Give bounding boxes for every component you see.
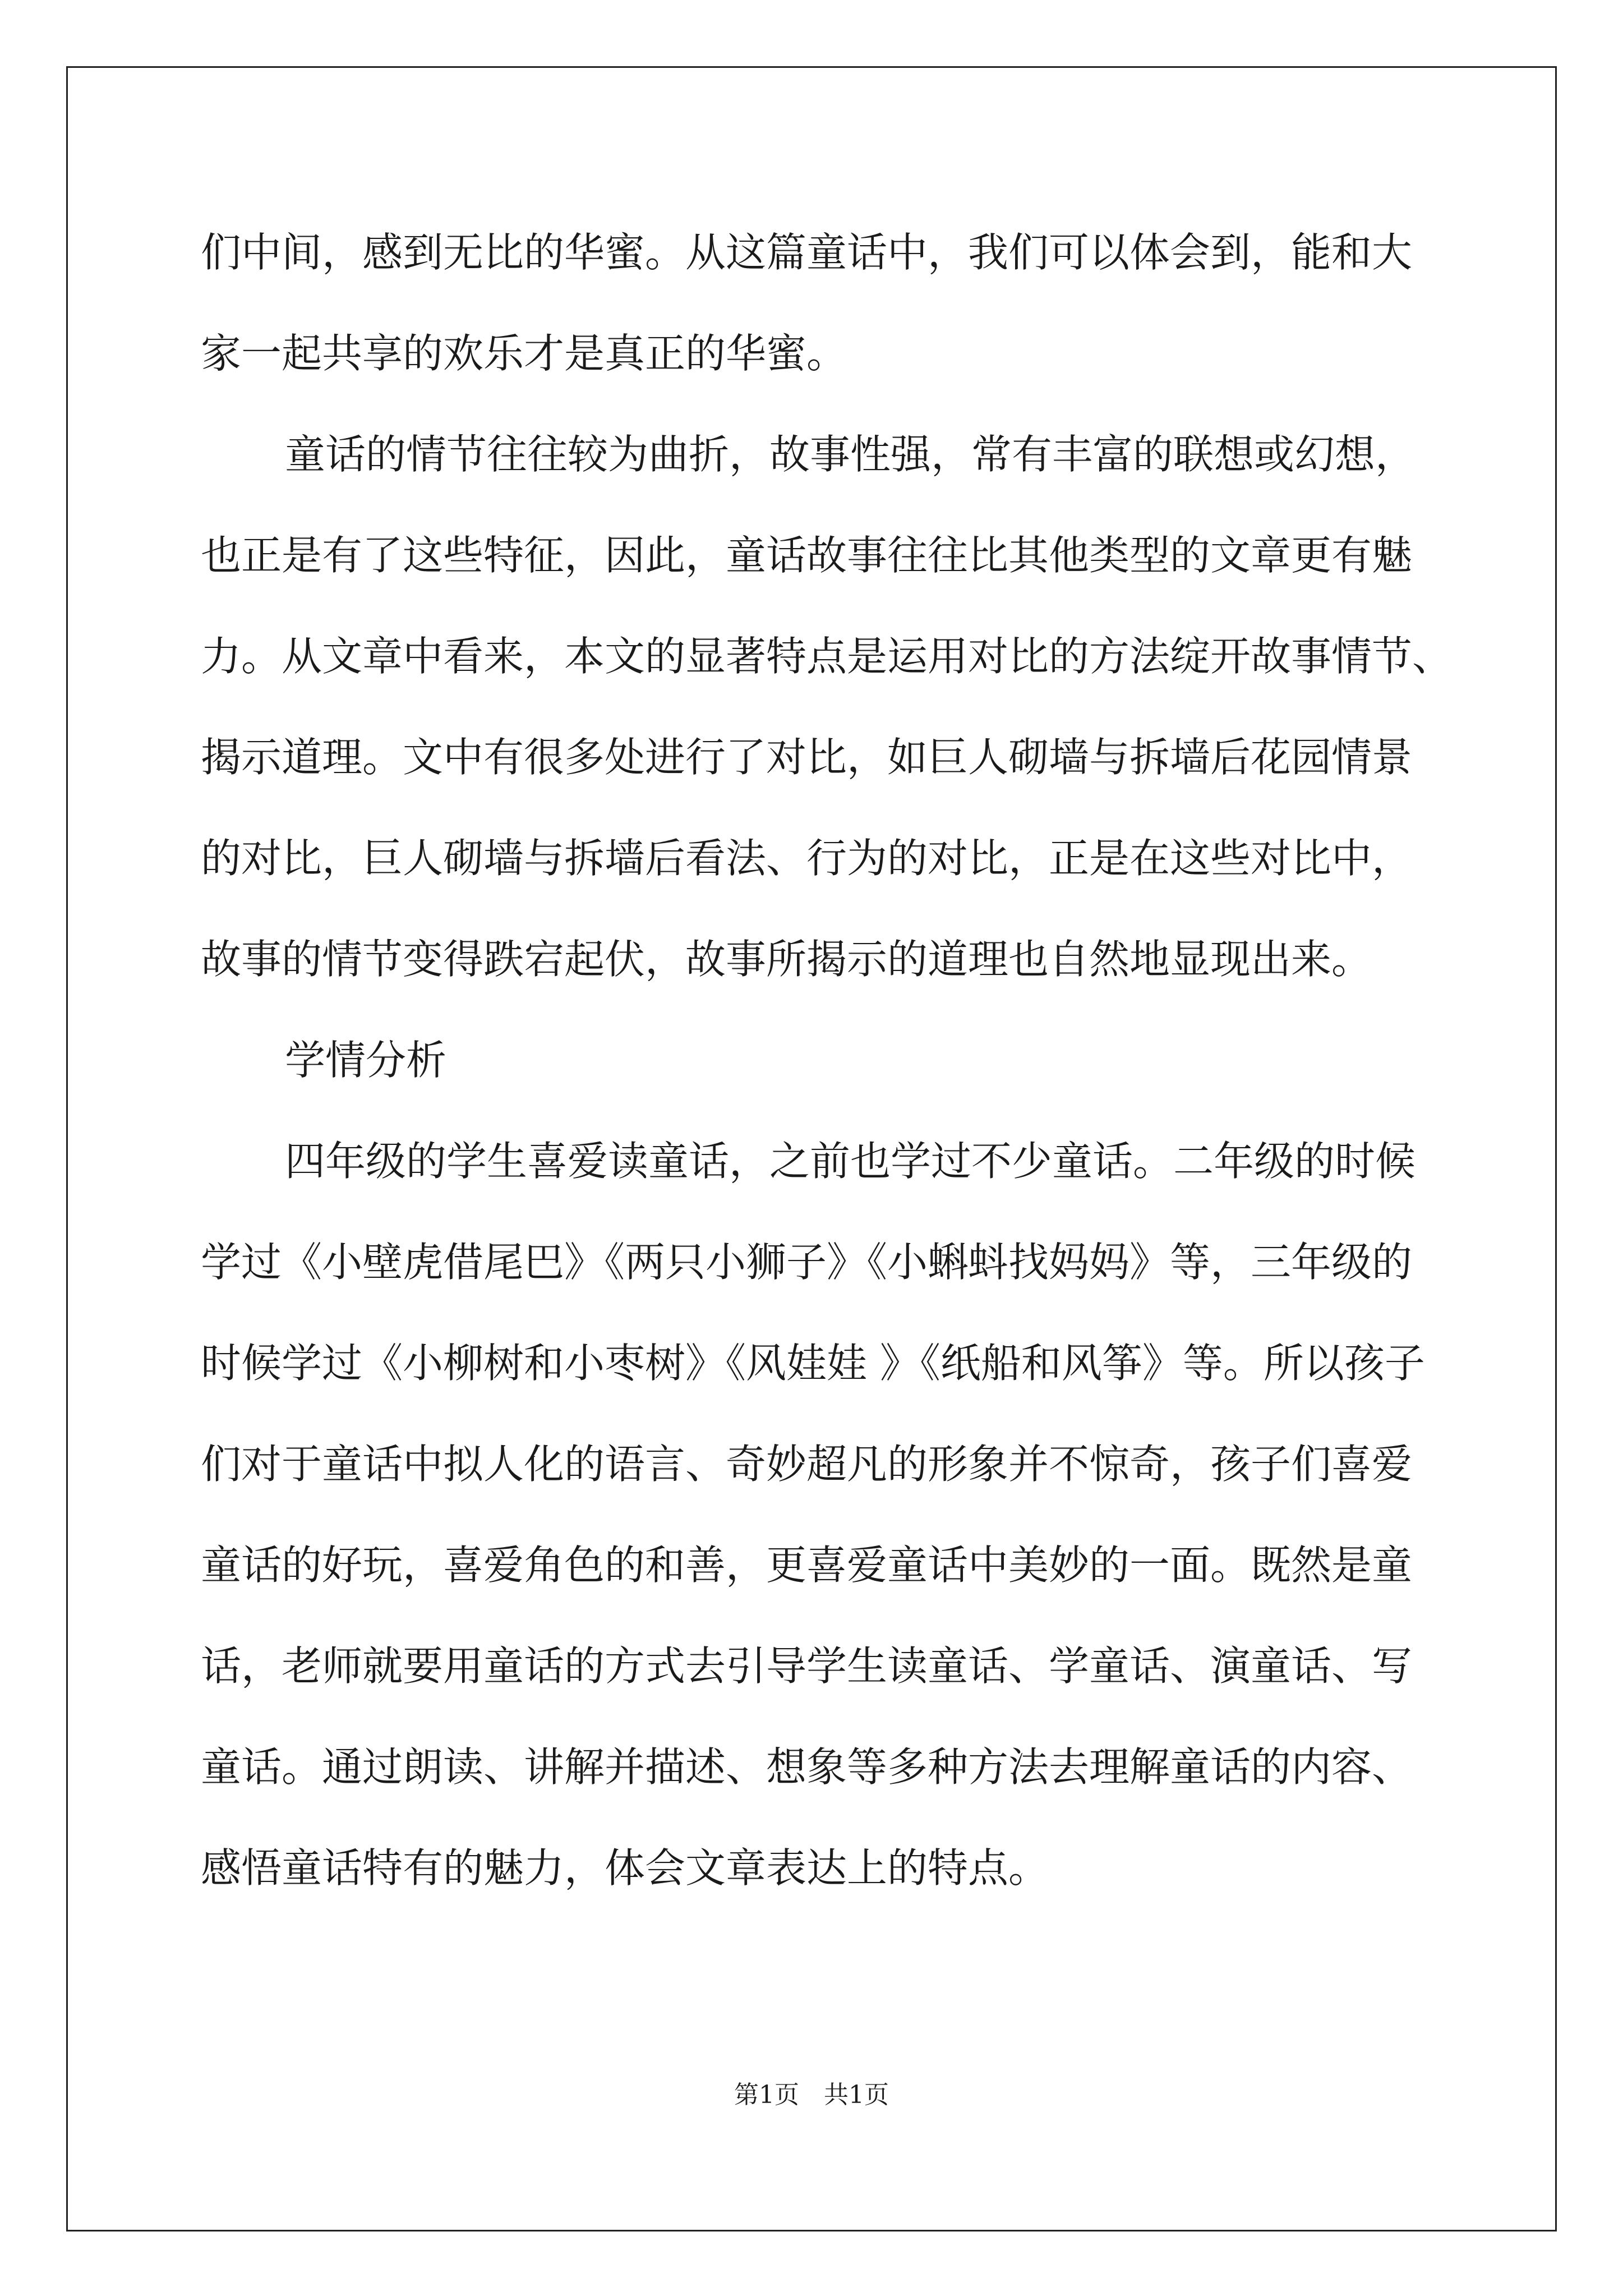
page-number: 第1页 共1页 <box>734 2081 889 2109</box>
section-heading: 学情分析 <box>285 1037 447 1084</box>
text-line-6: 揭示道理。文中有很多处进行了对比，如巨人砌墙与拆墙后花园情景 <box>201 734 1413 781</box>
text-line-2: 家一起共享的欢乐才是真正的华蜜。 <box>201 330 847 377</box>
text-line-4: 也正是有了这些特征，因此，童话故事往往比其他类型的文章更有魅 <box>201 532 1413 579</box>
document-body <box>201 202 1468 1918</box>
text-line-3: 童话的情节往往较为曲折，故事性强，常有丰富的联想或幻想， <box>285 431 1416 478</box>
text-line-17: 感悟童话特有的魅力，体会文章表达上的特点。 <box>201 1844 1049 1892</box>
text-line-11: 学过《小壁虎借尾巴》《两只小狮子》《小蝌蚪找妈妈》等，三年级的 <box>201 1239 1413 1286</box>
text-line-8: 故事的情节变得跌宕起伏，故事所揭示的道理也自然地显现出来。 <box>201 936 1372 983</box>
text-line-10: 四年级的学生喜爱读童话，之前也学过不少童话。二年级的时候 <box>285 1138 1416 1185</box>
text-line-12: 时候学过《小柳树和小枣树》《风娃娃 》《纸船和风筝》等。所以孩子 <box>201 1340 1425 1387</box>
text-line-13: 们对于童话中拟人化的语言、奇妙超凡的形象并不惊奇，孩子们喜爱 <box>201 1441 1413 1488</box>
text-line-1: 们中间，感到无比的华蜜。从这篇童话中，我们可以体会到，能和大 <box>201 229 1413 276</box>
text-line-14: 童话的好玩，喜爱角色的和善，更喜爱童话中美妙的一面。既然是童 <box>201 1542 1413 1589</box>
text-line-16: 童话。通过朗读、讲解并描述、想象等多种方法去理解童话的内容、 <box>201 1743 1413 1791</box>
text-line-15: 话，老师就要用童话的方式去引导学生读童话、学童话、演童话、写 <box>201 1642 1413 1690</box>
text-line-7: 的对比，巨人砌墙与拆墙后看法、行为的对比，正是在这些对比中， <box>201 835 1413 882</box>
text-line-5: 力。从文章中看来，本文的显著特点是运用对比的方法绽开故事情节、 <box>201 633 1453 680</box>
